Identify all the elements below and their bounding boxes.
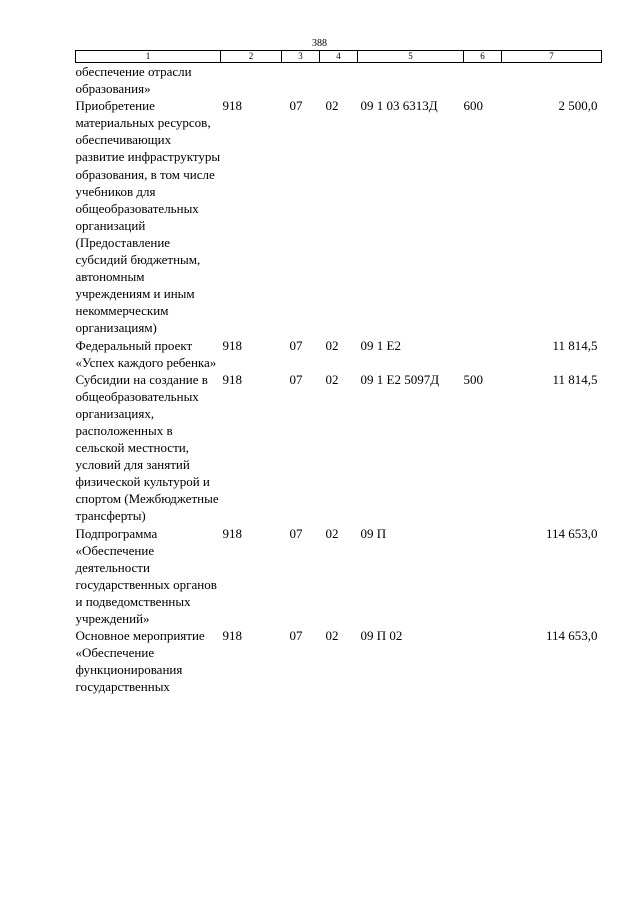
row-grbs: [221, 63, 282, 98]
header-col-2: 2: [221, 51, 282, 63]
row-name: Основное мероприятие «Обеспечение функционирования государственных: [75, 628, 205, 695]
row-target-article: 09 П 02: [360, 628, 403, 644]
row-section: 07: [289, 98, 303, 114]
row-sum: 11 814,5: [552, 371, 598, 387]
header-col-4: 4: [320, 51, 358, 63]
row-subsection: 02: [325, 371, 339, 387]
row-section: 07: [289, 628, 303, 644]
row-sum: [502, 63, 602, 98]
row-target-article: 09 1 03 6313Д: [360, 98, 438, 114]
row-sum: 114 653,0: [545, 525, 598, 541]
row-expense-type: 500: [463, 371, 483, 387]
row-sum: 11 814,5: [552, 337, 598, 353]
table-row: [76, 525, 602, 628]
header-col-3: 3: [282, 51, 320, 63]
header-col-1: 1: [76, 51, 221, 63]
row-subsection: 02: [325, 98, 339, 114]
row-target-article: 09 1 E2: [360, 337, 401, 353]
header-col-6: 6: [464, 51, 502, 63]
row-sum: 114 653,0: [545, 628, 598, 644]
row-subsection: [320, 63, 358, 98]
row-grbs: 918: [222, 628, 242, 644]
table-row: [76, 371, 602, 525]
row-target-article: 09 1 E2 5097Д: [360, 371, 440, 387]
table-row: [76, 627, 602, 695]
row-subsection: 02: [325, 628, 339, 644]
header-row: [76, 51, 602, 63]
row-grbs: 918: [222, 525, 242, 541]
table-row: [76, 63, 602, 98]
page-number: 388: [312, 38, 327, 49]
row-expense-type: [464, 627, 502, 695]
row-expense-type: 600: [463, 98, 483, 114]
row-section: [282, 63, 320, 98]
row-grbs: 918: [222, 98, 242, 114]
row-section: 07: [289, 525, 303, 541]
row-grbs: 918: [222, 371, 242, 387]
row-subsection: 02: [325, 337, 339, 353]
row-section: 07: [289, 337, 303, 353]
row-expense-type: [464, 337, 502, 371]
budget-table: [75, 50, 602, 695]
row-name: Федеральный проект «Успех каждого ребенка»: [75, 337, 217, 370]
row-name: Субсидии на создание в общеобразовательных организациях, расположенных в сельской местности, условий для занятий физической культурой и спортом (Межбюджетные трансферты): [75, 371, 219, 524]
header-col-5: 5: [358, 51, 464, 63]
row-name: обеспечение отрасли образования»: [75, 64, 192, 97]
row-section: 07: [289, 371, 303, 387]
table-row: [76, 97, 602, 336]
row-expense-type: [464, 63, 502, 98]
row-sum: 2 500,0: [558, 98, 598, 114]
table-row: [76, 337, 602, 371]
row-grbs: 918: [222, 337, 242, 353]
row-name: Подпрограмма «Обеспечение деятельности государственных органов и подведомственных учреждений»: [75, 525, 217, 626]
header-col-7: 7: [502, 51, 602, 63]
row-target-article: 09 П: [360, 525, 387, 541]
row-target-article: [358, 63, 464, 98]
row-expense-type: [464, 525, 502, 628]
row-name: Приобретение материальных ресурсов, обеспечивающих развитие инфраструктуры образования, в том числе учебников для общеобразовательных организаций (Предоставление субсидий бюджетным, автономным учреждениям и иным некоммерческим организациям): [75, 98, 221, 336]
row-subsection: 02: [325, 525, 339, 541]
